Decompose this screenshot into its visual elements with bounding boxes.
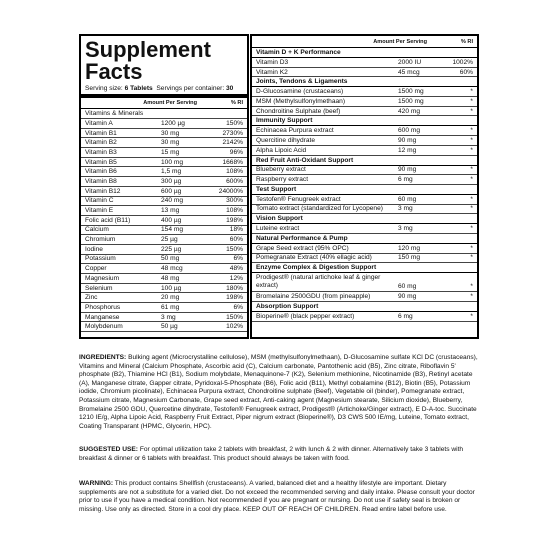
nutrient-ri: 198%	[226, 294, 243, 302]
nutrient-amount: 60 mg	[398, 195, 417, 203]
nutrient-row	[81, 245, 247, 255]
nutrient-ri: 24000%	[218, 187, 243, 195]
nutrient-name: Prodigest® (natural artichoke leaf & ginger extract)	[256, 274, 381, 290]
section-title: Test Support	[252, 185, 477, 195]
nutrient-amount: 154 mg	[161, 226, 183, 234]
nutrient-amount: 15 mg	[161, 148, 180, 156]
nutrient-amount: 48 mcg	[161, 265, 183, 273]
nutrient-amount: 50 mg	[161, 255, 180, 263]
right-rows	[252, 48, 477, 322]
right-table-header	[252, 36, 477, 48]
nutrient-row	[81, 293, 247, 303]
nutrient-row	[252, 273, 477, 292]
nutrient-ri: 2142%	[222, 139, 243, 147]
nutrient-row	[252, 195, 477, 205]
nutrient-ri: 1002%	[452, 58, 473, 66]
suggested-use-paragraph	[79, 446, 479, 463]
nutrient-name: MSM (Methylsulfonylmethaan)	[256, 97, 346, 105]
nutrient-amount: 225 µg	[161, 245, 182, 253]
nutrient-name: Echinacea Purpura extract	[256, 127, 334, 135]
nutrient-ri: 96%	[229, 148, 243, 156]
nutrient-amount: 1200 µg	[161, 119, 185, 127]
supplement-facts-right-panel	[250, 34, 479, 339]
nutrient-name: Potassium	[85, 255, 116, 263]
nutrient-ri: *	[470, 127, 473, 135]
nutrient-ri: *	[470, 312, 473, 320]
nutrient-row	[252, 292, 477, 302]
nutrient-amount: 12 mg	[398, 146, 417, 154]
nutrient-amount: 25 µg	[161, 236, 178, 244]
left-rows	[81, 119, 247, 332]
nutrient-amount: 400 µg	[161, 216, 182, 224]
nutrient-ri: 6%	[233, 255, 243, 263]
section-title: Enzyme Complex & Digestion Support	[252, 263, 477, 273]
nutrient-name: Copper	[85, 265, 107, 273]
warning-text: This product contains Shellfish (crustaceans). A varied, balanced diet and a healthy lifestyle are important. Dietary supplements are not a substitute for a varied diet. Do not exceed the recommended serving and daily intake. Please consult your doctor prior to use if you have a medical condition. Not recommended if you are pregnant or nursing. Do not use if safety seal is broken or missing. Use only as directed. Store in a cool dry place. KEEP OUT OF REACH OF CHILDREN. Read entire label before use.	[79, 480, 475, 513]
suggested-use-text: For optimal utilization take 2 tablets with breakfast, 2 with lunch & 2 with dinner. Alternatively take 3 tablets with breakfast & dinner or 6 tablets with breakfast. This product should always be taken with food.	[79, 446, 464, 462]
nutrient-name: Bromelaine 2500GDU (from pineapple)	[256, 293, 371, 301]
nutrient-ri: *	[470, 244, 473, 252]
nutrient-ri: 6%	[233, 303, 243, 311]
nutrient-row	[252, 136, 477, 146]
nutrient-ri: 108%	[226, 168, 243, 176]
nutrient-row	[81, 148, 247, 158]
nutrient-row	[252, 68, 477, 78]
title-line-2: Facts	[85, 59, 143, 84]
nutrient-ri: 150%	[226, 313, 243, 321]
nutrient-ri: *	[470, 88, 473, 96]
nutrient-amount: 50 µg	[161, 323, 178, 331]
nutrient-ri: 108%	[226, 207, 243, 215]
nutrient-name: Vitamin B2	[85, 139, 117, 147]
nutrient-ri: 60%	[459, 68, 473, 76]
nutrient-row	[81, 264, 247, 274]
section-vitamins-minerals: Vitamins & Minerals	[81, 109, 247, 119]
nutrient-ri: *	[470, 225, 473, 233]
nutrient-row	[81, 187, 247, 197]
nutrient-ri: 180%	[226, 284, 243, 292]
nutrient-row	[81, 284, 247, 294]
nutrient-name: Vitamin D3	[256, 58, 289, 66]
nutrient-name: Vitamin B6	[85, 168, 117, 176]
nutrient-ri: *	[470, 97, 473, 105]
nutrient-amount: 3 mg	[398, 205, 413, 213]
nutrient-row	[252, 146, 477, 156]
nutrient-row	[81, 226, 247, 236]
nutrient-row	[252, 126, 477, 136]
nutrient-ri: *	[470, 136, 473, 144]
nutrient-row	[252, 87, 477, 97]
ingredients-label: INGREDIENTS:	[79, 354, 127, 361]
nutrient-amount: 2000 IU	[398, 58, 422, 66]
nutrient-name: Vitamin K2	[256, 68, 288, 76]
nutrient-row	[81, 167, 247, 177]
nutrient-name: D-Glucosamine (crustaceans)	[256, 88, 344, 96]
nutrient-name: Selenium	[85, 284, 113, 292]
nutrient-amount: 600 mg	[398, 127, 420, 135]
nutrient-name: Phosphorus	[85, 303, 121, 311]
nutrient-ri: *	[470, 176, 473, 184]
nutrient-amount: 6 mg	[398, 176, 413, 184]
section-title: Vitamin D + K Performance	[252, 48, 477, 58]
header-amount: Amount Per Serving	[143, 100, 197, 106]
nutrient-amount: 13 mg	[161, 207, 180, 215]
nutrient-row	[252, 254, 477, 264]
nutrient-amount: 6 mg	[398, 312, 413, 320]
nutrient-row	[81, 158, 247, 168]
nutrient-ri: *	[470, 166, 473, 174]
nutrient-amount: 420 mg	[398, 107, 420, 115]
nutrient-name: Iodine	[85, 245, 103, 253]
nutrient-amount: 3 mg	[398, 225, 413, 233]
nutrient-name: Luteine extract	[256, 225, 300, 233]
nutrient-name: Vitamin B8	[85, 177, 117, 185]
nutrient-ri: 600%	[226, 177, 243, 185]
header-ri: % RI	[460, 38, 473, 45]
nutrient-row	[81, 235, 247, 245]
nutrient-row	[81, 197, 247, 207]
nutrient-ri: *	[470, 293, 473, 301]
ingredients-text: Bulking agent (Microcrystalline cellulose), MSM (methylsulfonylmethaan), D-Glucosamine sulfate KCl DC (crustaceans), Vitamins and Mineral (Calcium Phosphate, Ascorbic acid (C), Calcium carbonate, Pantothenic acid (B5), Zinc citrate, Riboflavin 5' phosphate (B2), Thiamine HCl (B1), Sodium molybdate, Menaquinone-7 (K2), Selenium methionine, Nicotinamide (B3), Retinyl acetate (A), Manganese citrate, Gapper citrate, Pyridoxal-5-Phosphate (B6), Folic acid (B11), Methyl cobalamine (B12), Biotin (B5), Potassium iodide, Chromium picolinate), Echinacea Purpura extract, Chondroitine sulphate (Beef), Vegetable oil (binder), Pomegranate extract, Potassium citrate, Magnesium Carbonate, Grape seed extract, Anti-caking agent (Magnesium stearate, Silicium dioxide), Blueberry, Bromelaine 2500 GDU, Quercetine dihydrate, Testofen® Fenugreek extract, Prodigest® (Artichoke/Ginger extract), E D-A-toc. Succinate 1210 IE/g, Alpha Lipoic Acid, Raspberry Fruit Extract, Piper nigrum extract (Bioperine®), D3 CWS 500 IE/mg, Luteine, Tomato extract, Coating Transparant (HPMC, Glycerin, HPC).	[79, 354, 478, 430]
nutrient-amount: 45 mcg	[398, 68, 420, 76]
nutrient-ri: 102%	[226, 323, 243, 331]
serving-size-label: Serving size:	[85, 85, 125, 92]
suggested-use-label: SUGGESTED USE:	[79, 446, 138, 453]
nutrient-amount: 90 mg	[398, 293, 417, 301]
nutrient-name: Vitamin C	[85, 197, 114, 205]
nutrient-name: Tomato extract (standardized for Lycopene)	[256, 205, 383, 213]
nutrient-name: Vitamin B1	[85, 129, 117, 137]
nutrient-amount: 120 mg	[398, 244, 420, 252]
supplement-facts-left-panel	[79, 34, 249, 339]
warning-label: WARNING:	[79, 480, 114, 487]
left-table-header	[81, 98, 247, 109]
nutrient-name: Grape Seed extract (95% OPC)	[256, 244, 349, 252]
nutrient-row	[252, 97, 477, 107]
section-title: Immunity Support	[252, 116, 477, 126]
title-line-1: Supplement	[85, 37, 211, 62]
nutrient-name: Raspberry extract	[256, 176, 309, 184]
nutrient-name: Zinc	[85, 294, 98, 302]
section-title: Joints, Tendons & Ligaments	[252, 77, 477, 87]
nutrient-name: Vitamin E	[85, 207, 114, 215]
nutrient-row	[252, 166, 477, 176]
serving-info	[81, 83, 247, 98]
nutrient-name: Calcium	[85, 226, 109, 234]
nutrient-ri: *	[470, 107, 473, 115]
nutrient-row	[252, 175, 477, 185]
nutrient-row	[81, 216, 247, 226]
nutrient-name: Vitamin A	[85, 119, 113, 127]
nutrient-amount: 1500 mg	[398, 88, 424, 96]
nutrient-ri: 198%	[226, 216, 243, 224]
nutrient-amount: 48 mg	[161, 274, 180, 282]
nutrient-name: Bioperine® (black pepper extract)	[256, 312, 355, 320]
nutrient-amount: 240 mg	[161, 197, 183, 205]
nutrient-row	[252, 107, 477, 117]
nutrient-row	[81, 322, 247, 332]
nutrient-name: Manganese	[85, 313, 120, 321]
section-title: Absorption Support	[252, 302, 477, 312]
nutrient-row	[81, 303, 247, 313]
nutrient-row	[81, 138, 247, 148]
nutrient-amount: 300 µg	[161, 177, 182, 185]
nutrient-name: Vitamin B12	[85, 187, 121, 195]
servings-value: 30	[226, 85, 234, 92]
nutrient-name: Pomegranate Extract (40% ellagic acid)	[256, 254, 372, 262]
servings-label: Servings per container:	[156, 85, 227, 92]
nutrient-ri: 60%	[229, 236, 243, 244]
nutrient-name: Testofen® Fenugreek extract	[256, 195, 341, 203]
nutrient-name: Folic acid (B11)	[85, 216, 131, 224]
nutrient-amount: 30 mg	[161, 139, 180, 147]
nutrient-name: Chromium	[85, 236, 116, 244]
nutrient-name: Molybdenum	[85, 323, 123, 331]
nutrient-name: Blueberry extract	[256, 166, 306, 174]
ingredients-paragraph	[79, 354, 479, 431]
nutrient-ri: 48%	[229, 265, 243, 273]
nutrient-amount: 3 mg	[161, 313, 176, 321]
panel-title	[81, 36, 247, 83]
nutrient-ri: 18%	[229, 226, 243, 234]
nutrient-row	[81, 177, 247, 187]
section-title: Natural Performance & Pump	[252, 234, 477, 244]
nutrient-name: Vitamin B3	[85, 148, 117, 156]
nutrient-ri: *	[470, 195, 473, 203]
nutrient-amount: 600 µg	[161, 187, 182, 195]
nutrient-amount: 100 µg	[161, 284, 182, 292]
nutrient-ri: 150%	[226, 119, 243, 127]
nutrient-amount: 150 mg	[398, 254, 420, 262]
nutrient-amount: 61 mg	[161, 303, 180, 311]
nutrient-row	[81, 206, 247, 216]
serving-size-value: 6 Tablets	[124, 85, 153, 92]
nutrient-row	[252, 224, 477, 234]
header-amount: Amount Per Serving	[373, 38, 427, 45]
nutrient-row	[252, 312, 477, 322]
nutrient-name: Chondroitine Sulphate (beef)	[256, 107, 341, 115]
nutrient-amount: 1,5 mg	[161, 168, 182, 176]
nutrient-amount: 20 mg	[161, 294, 180, 302]
header-ri: % RI	[230, 100, 243, 106]
nutrient-ri: 1668%	[222, 158, 243, 166]
nutrient-ri: 150%	[226, 245, 243, 253]
nutrient-row	[252, 58, 477, 68]
warning-paragraph	[79, 480, 479, 514]
nutrient-ri: *	[470, 283, 473, 291]
nutrient-name: Vitamin B5	[85, 158, 117, 166]
nutrient-amount: 90 mg	[398, 166, 417, 174]
nutrient-name: Alpha Lipoic Acid	[256, 146, 307, 154]
nutrient-ri: 2730%	[222, 129, 243, 137]
nutrient-ri: *	[470, 205, 473, 213]
nutrient-row	[81, 129, 247, 139]
nutrient-row	[252, 205, 477, 215]
nutrient-amount: 90 mg	[398, 136, 417, 144]
nutrient-amount: 1500 mg	[398, 97, 424, 105]
nutrient-amount: 100 mg	[161, 158, 183, 166]
nutrient-ri: 300%	[226, 197, 243, 205]
nutrient-ri: *	[470, 254, 473, 262]
nutrient-amount: 30 mg	[161, 129, 180, 137]
nutrient-name: Quercitine dihydrate	[256, 136, 316, 144]
nutrient-name: Magnesium	[85, 274, 120, 282]
section-title: Vision Support	[252, 214, 477, 224]
nutrient-row	[81, 313, 247, 323]
nutrient-ri: *	[470, 146, 473, 154]
nutrient-row	[81, 255, 247, 265]
nutrient-row	[81, 119, 247, 129]
section-title: Red Fruit Anti-Oxidant Support	[252, 156, 477, 166]
nutrient-row	[81, 274, 247, 284]
nutrient-amount: 60 mg	[398, 283, 417, 291]
nutrient-ri: 12%	[229, 274, 243, 282]
nutrient-row	[252, 244, 477, 254]
